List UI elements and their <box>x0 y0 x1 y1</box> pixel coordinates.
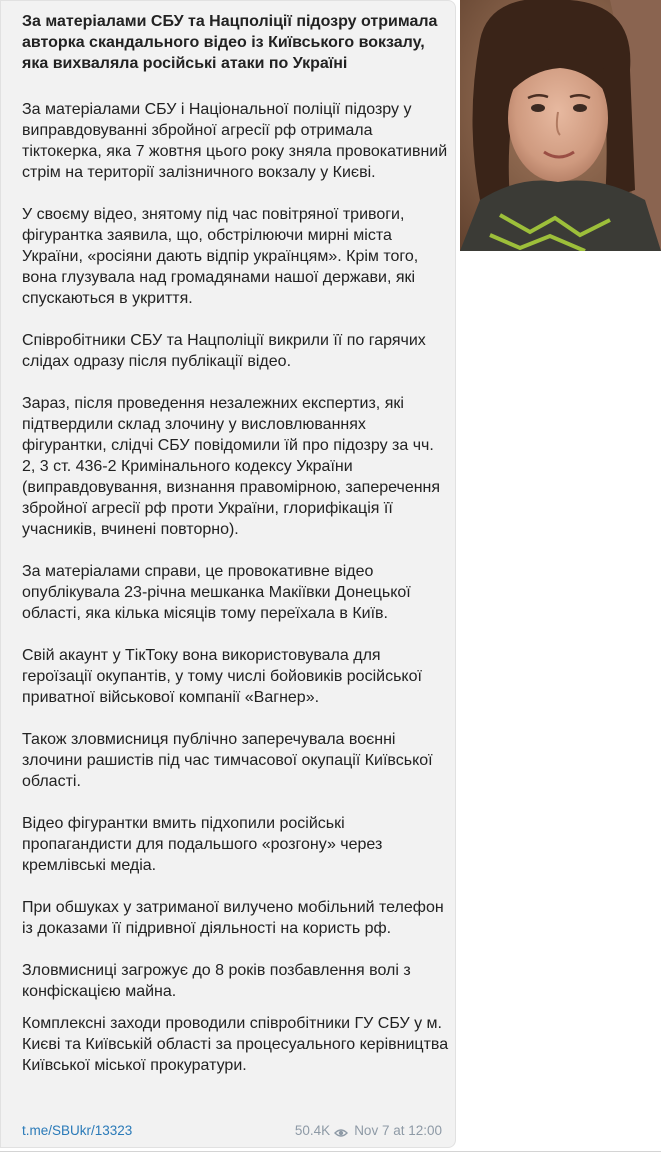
post-paragraph-3: Співробітники СБУ та Нацполіції викрили її по гарячих слідах одразу після публікації відео. <box>22 332 426 370</box>
post-paragraph-9: При обшуках у затриманої вилучено мобільний телефон із доказами її підривної діяльності на користь рф. <box>22 899 444 937</box>
post-photo[interactable] <box>460 0 661 251</box>
post-paragraph-11: Комплексні заходи проводили співробітники ГУ СБУ у м. Києві та Київській області за процесуального керівництва Київської міської прокуратури. <box>22 1015 449 1074</box>
post-paragraph-5: За матеріалами справи, це провокативне відео опублікувала 23-річна мешканка Макіївки Донецької області, яка кілька місяців тому переїхала в Київ. <box>22 563 411 622</box>
post-paragraph-4: Зараз, після проведення незалежних експертиз, які підтвердили склад злочину у висловлюваннях фігурантки, слідчі СБУ повідомили їй про підозру за чч. 2, 3 ст. 436-2 Кримінального кодексу України (виправдовування, визнання правомірною, заперечення збройної агресії рф проти України, глорифікація її учасників, вчинені повторно). <box>22 395 441 538</box>
post-paragraph-1: За матеріалами СБУ і Національної поліції підозру у виправдовуванні збройної агресії рф отримала тіктокерка, яка 7 жовтня цього року зняла провокативний стрім на території залізничного вокзалу у Києві. <box>22 101 448 181</box>
post-link[interactable]: t.me/SBUkr/13323 <box>22 1123 133 1138</box>
post-body <box>22 99 450 1097</box>
divider <box>0 1151 661 1152</box>
post-title: За матеріалами СБУ та Нацполіції підозру отримала авторка скандального відео із Київського вокзалу, яка вихваляла російські атаки по Україні <box>22 13 438 72</box>
post-meta <box>295 1123 442 1138</box>
post-paragraph-2: У своєму відео, знятому під час повітряної тривоги, фігурантка заявила, що, обстрілюючи мирні міста України, «росіяни дають відпір українцям». Крім того, вона глузувала над громадянами нашої держави, які спускаються в укриття. <box>22 206 419 307</box>
post-paragraph-10: Зловмисниці загрожує до 8 років позбавлення волі з конфіскацією майна. <box>22 962 411 1000</box>
post-paragraph-8: Відео фігурантки вмить підхопили російські пропагандисти для подальшого «розгону» через кремлівські медіа. <box>22 815 383 874</box>
post-footer <box>22 1123 442 1141</box>
eye-icon <box>334 1126 348 1136</box>
view-count: 50.4K <box>294 1123 331 1138</box>
post-date: Nov 7 at 12:00 <box>354 1123 442 1138</box>
post-paragraph-7: Також зловмисниця публічно заперечувала воєнні злочини рашистів під час тимчасової окупації Київської області. <box>22 731 433 790</box>
post-paragraph-6: Свій акаунт у ТікТоку вона використовувала для героїзації окупантів, у тому числі бойовиків російської приватної військової компанії «Вагнер». <box>22 647 422 706</box>
